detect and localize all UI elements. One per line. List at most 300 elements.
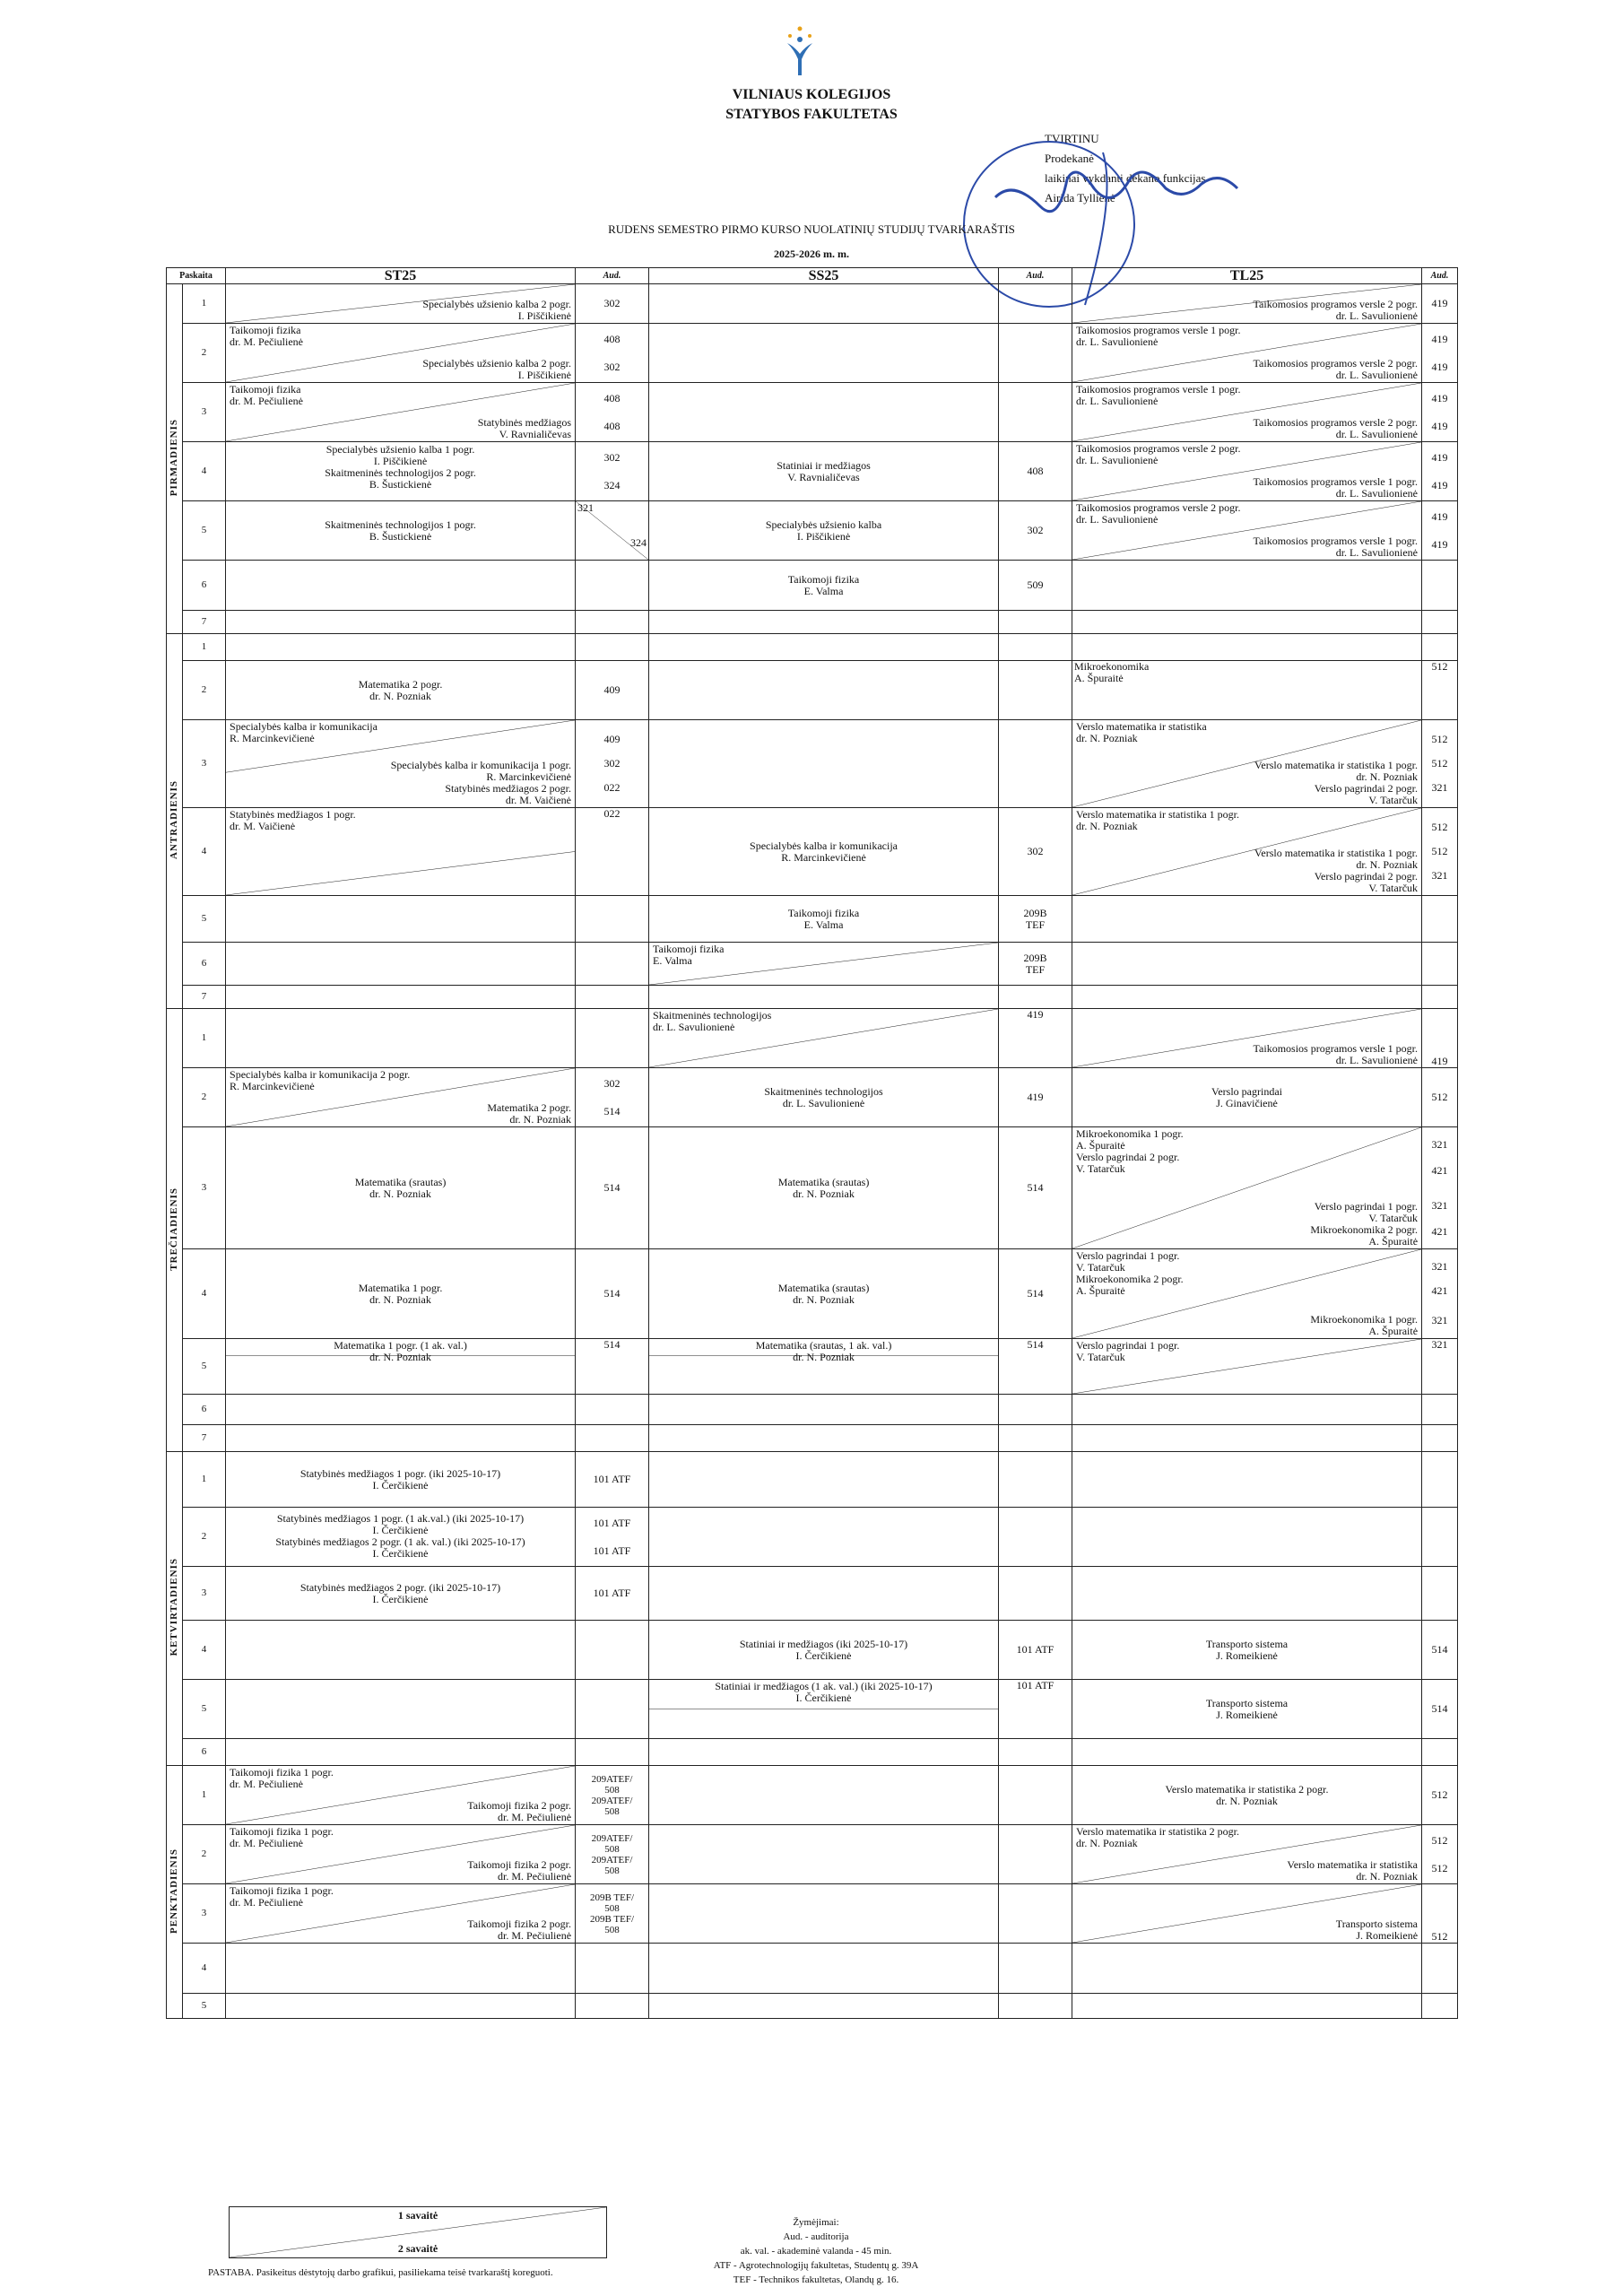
lesson-number: 3 — [183, 1884, 226, 1944]
lecturer: R. Marcinkevičienė — [781, 850, 866, 864]
lecturer: E. Valma — [653, 954, 692, 967]
lesson-number: 4 — [183, 442, 226, 501]
subject: Verslo pagrindai 2 pogr. — [1076, 1151, 1180, 1163]
subject: Specialybės užsienio kalba 2 pogr. — [422, 298, 572, 310]
lesson-cell — [1072, 1621, 1422, 1680]
subject: Verslo matematika ir statistika 1 pogr. — [1254, 759, 1419, 771]
lesson-cell — [649, 1249, 999, 1339]
lecturer: A. Špuraitė — [1368, 1325, 1419, 1337]
subject: Verslo pagrindai 1 pogr. — [1076, 1249, 1180, 1262]
lecturer: A. Špuraitė — [1076, 1284, 1125, 1297]
lesson-number: 1 — [183, 1009, 226, 1068]
room: 209B TEF — [999, 896, 1072, 943]
lesson-cell — [649, 896, 999, 943]
room: 512 512 321 — [1422, 720, 1458, 808]
lecturer: B. Šustickienė — [369, 529, 432, 543]
lecturer: dr. N. Pozniak — [369, 689, 431, 702]
subject: Verslo matematika ir statistika — [1076, 720, 1207, 733]
lecturer: dr. N. Pozniak — [369, 1187, 431, 1200]
room: 409 — [576, 661, 649, 720]
lesson-number: 4 — [183, 808, 226, 896]
subject: Mikroekonomika 2 pogr. — [1076, 1273, 1184, 1285]
lesson-number: 5 — [183, 1680, 226, 1739]
room: 101 ATF — [576, 1567, 649, 1621]
subject: Taikomosios programos versle 2 pogr. — [1253, 416, 1419, 429]
lecturer: dr. N. Pozniak — [793, 1187, 855, 1200]
subject: Statybinės medžiagos 2 pogr. (iki 2025-10-17) — [299, 1580, 501, 1594]
room: 101 ATF — [999, 1680, 1072, 1739]
col-aud: Aud. — [999, 268, 1072, 284]
lecturer: dr. N. Pozniak — [1076, 820, 1138, 832]
lesson-cell — [1072, 1068, 1422, 1127]
subject: Taikomosios programos versle 1 pogr. — [1253, 475, 1419, 488]
subject: Specialybės užsienio kalba 1 pogr. — [325, 443, 475, 456]
lesson-number: 6 — [183, 1739, 226, 1766]
room: 408 — [999, 442, 1072, 501]
room: 101 ATF 101 ATF — [576, 1508, 649, 1567]
room: 419 419 — [1422, 442, 1458, 501]
lesson-cell — [226, 284, 576, 324]
lesson-cell — [649, 442, 999, 501]
lesson-cell — [226, 501, 576, 561]
approval-line: Prodekanė — [1045, 152, 1094, 165]
lecturer: dr. M. Pečiulienė — [498, 1929, 572, 1942]
lesson-number: 5 — [183, 1339, 226, 1395]
room: 321 — [1422, 1339, 1458, 1395]
pastaba-note: PASTABA. Pasikeitus dėstytojų darbo grafikui, pasiliekama teisė tvarkaraštį koreguoti. — [208, 2267, 553, 2278]
room: 209ATEF/ 508 209ATEF/ 508 — [576, 1825, 649, 1884]
lesson-cell — [1072, 808, 1422, 896]
lecturer: dr. L. Savulionienė — [1076, 395, 1159, 407]
lesson-cell — [649, 1127, 999, 1249]
room: 419 419 — [1422, 324, 1458, 383]
subject: Taikomoji fizika 1 pogr. — [230, 1825, 334, 1838]
lesson-number: 2 — [183, 1508, 226, 1567]
lecturer: dr. N. Pozniak — [1216, 1794, 1278, 1807]
subject: Taikomoji fizika 1 pogr. — [230, 1884, 334, 1897]
note-line: Aud. - auditorija — [783, 2231, 849, 2242]
subject: Specialybės užsienio kalba 2 pogr. — [422, 357, 572, 370]
header-row — [167, 268, 1458, 284]
subject: Taikomosios programos versle 1 pogr. — [1076, 324, 1241, 336]
subject: Statybinės medžiagos 1 pogr. — [230, 808, 356, 821]
room: 209B TEF/ 508 209B TEF/ 508 — [576, 1884, 649, 1944]
lecturer: I. Čerčikienė — [372, 1524, 429, 1536]
lesson-number: 2 — [183, 661, 226, 720]
lecturer: I. Čerčikienė — [372, 1478, 429, 1492]
lesson-cell — [649, 1009, 999, 1068]
lecturer: dr. N. Pozniak — [1356, 1870, 1419, 1883]
col-aud: Aud. — [576, 268, 649, 284]
subject: Specialybės kalba ir komunikacija 2 pogr. — [230, 1068, 411, 1081]
subject: Matematika 2 pogr. — [358, 677, 443, 691]
lecturer: dr. L. Savulionienė — [1335, 546, 1419, 559]
room: 302 — [999, 501, 1072, 561]
lesson-cell — [226, 1339, 576, 1395]
lesson-cell — [226, 1068, 576, 1127]
lecturer: dr. N. Pozniak — [793, 1351, 855, 1363]
subject: Verslo pagrindai 2 pogr. — [1314, 782, 1419, 795]
lecturer: dr. M. Vaičienė — [230, 820, 296, 832]
subject: Verslo matematika ir statistika 1 pogr. — [1076, 808, 1239, 821]
subject: Taikomoji fizika — [787, 572, 860, 586]
subject: Taikomosios programos versle 2 pogr. — [1253, 298, 1419, 310]
lesson-cell — [226, 661, 576, 720]
lesson-cell — [226, 383, 576, 442]
subject: Statybinės medžiagos 2 pogr. — [445, 782, 572, 795]
lecturer: B. Šustickienė — [369, 478, 432, 491]
col-ss25: SS25 — [649, 268, 999, 284]
lecturer: J. Romeikienė — [1356, 1929, 1419, 1942]
lesson-number: 1 — [183, 1452, 226, 1508]
room: 514 — [576, 1127, 649, 1249]
lesson-cell — [1072, 324, 1422, 383]
schedule-table — [166, 267, 1458, 2019]
lecturer: I. Čerčikienė — [372, 1547, 429, 1560]
room: 302 — [999, 808, 1072, 896]
room: 512 — [1422, 1068, 1458, 1127]
approval-line: TVIRTINU — [1045, 132, 1099, 145]
lecturer: dr. M. Pečiulienė — [498, 1811, 572, 1823]
room: 302 514 — [576, 1068, 649, 1127]
lecturer: dr. L. Savulionienė — [1335, 309, 1419, 322]
col-st25: ST25 — [226, 268, 576, 284]
lesson-number: 2 — [183, 1825, 226, 1884]
subject: Taikomoji fizika — [787, 906, 860, 919]
lecturer: V. Tatarčuk — [1368, 794, 1419, 806]
subject: Taikomoji fizika 2 pogr. — [467, 1858, 572, 1871]
week-1-label: 1 savaitė — [397, 2209, 438, 2222]
academic-year: 2025-2026 m. m. — [774, 248, 849, 260]
subject: Statiniai ir medžiagos (1 ak. val.) (iki 2025-10-17) — [715, 1680, 933, 1692]
subject: Statybinės medžiagos 1 pogr. (1 ak.val.) (iki 2025-10-17) — [276, 1512, 525, 1525]
subject: Taikomoji fizika 2 pogr. — [467, 1918, 572, 1930]
lecturer: V. Tatarčuk — [1368, 882, 1419, 894]
room: 509 — [999, 561, 1072, 611]
room: 321 421 321 421 — [1422, 1127, 1458, 1249]
lecturer: dr. M. Pečiulienė — [498, 1870, 572, 1883]
lesson-cell — [1072, 1009, 1422, 1068]
lesson-cell — [649, 1339, 999, 1395]
lecturer: dr. N. Pozniak — [369, 1351, 431, 1363]
subject: Taikomosios programos versle 2 pogr. — [1076, 442, 1241, 455]
lesson-cell — [1072, 1825, 1422, 1884]
room: 514 — [999, 1249, 1072, 1339]
lesson-cell — [1072, 383, 1422, 442]
lecturer: dr. N. Pozniak — [369, 1292, 431, 1306]
lesson-cell — [649, 1068, 999, 1127]
lecturer: dr. M. Pečiulienė — [230, 395, 303, 407]
subject: Specialybės kalba ir komunikacija — [230, 720, 378, 733]
subject: Taikomoji fizika 2 pogr. — [467, 1799, 572, 1812]
col-aud: Aud. — [1422, 268, 1458, 284]
room: 302 — [576, 284, 649, 324]
lesson-number: 2 — [183, 1068, 226, 1127]
lecturer: V. Tatarčuk — [1076, 1351, 1125, 1363]
lesson-cell — [226, 324, 576, 383]
room: 209ATEF/ 508 209ATEF/ 508 — [576, 1766, 649, 1825]
subject: Specialybės kalba ir komunikacija 1 pogr. — [390, 759, 572, 771]
lecturer: I. Piščikienė — [373, 455, 428, 467]
lesson-number: 4 — [183, 1944, 226, 1994]
lecturer: dr. N. Pozniak — [1076, 1837, 1138, 1849]
subject: Verslo matematika ir statistika 2 pogr. — [1076, 1825, 1239, 1838]
room: 514 — [576, 1339, 649, 1395]
lesson-cell — [1072, 1680, 1422, 1739]
lesson-number: 3 — [183, 720, 226, 808]
lesson-cell — [226, 1766, 576, 1825]
subject: Taikomoji fizika 1 pogr. — [230, 1766, 334, 1779]
lecturer: I. Piščikienė — [517, 369, 572, 381]
subject: Taikomosios programos versle 2 pogr. — [1076, 501, 1241, 514]
lesson-number: 6 — [183, 561, 226, 611]
lesson-number: 1 — [183, 1766, 226, 1825]
subject: Transporto sistema — [1205, 1696, 1289, 1709]
lecturer: V. Tatarčuk — [1076, 1162, 1125, 1175]
lesson-cell — [1072, 720, 1422, 808]
room: 512 — [1422, 1884, 1458, 1944]
room: 514 — [1422, 1621, 1458, 1680]
subject: Mikroekonomika 2 pogr. — [1310, 1223, 1419, 1236]
lecturer: V. Ravnialičevas — [499, 428, 572, 440]
subject: Skaitmeninės technologijos — [764, 1084, 883, 1098]
lecturer: V. Ravnialičevas — [787, 470, 860, 483]
lesson-cell — [226, 1567, 576, 1621]
lecturer: dr. L. Savulionienė — [1335, 369, 1419, 381]
lesson-number: 2 — [183, 324, 226, 383]
subject: Statiniai ir medžiagos (iki 2025-10-17) — [739, 1637, 908, 1650]
lesson-cell — [226, 1508, 576, 1567]
lesson-number: 1 — [183, 284, 226, 324]
lecturer: dr. L. Savulionienė — [1335, 487, 1419, 500]
approval-line: laikinai vykdanti dekano funkcijas — [1045, 171, 1206, 185]
lecturer: dr. L. Savulionienė — [1076, 454, 1159, 466]
room: 512 512 — [1422, 1825, 1458, 1884]
lecturer: dr. N. Pozniak — [1356, 770, 1419, 783]
subject: Matematika (srautas, 1 ak. val.) — [755, 1339, 892, 1352]
lesson-cell — [649, 561, 999, 611]
college-logo-icon — [782, 23, 818, 79]
subject: Matematika (srautas) — [777, 1281, 870, 1294]
subject: Taikomoji fizika — [230, 324, 301, 336]
subject: Matematika 1 pogr. — [358, 1281, 443, 1294]
schedule-title: RUDENS SEMESTRO PIRMO KURSO NUOLATINIŲ STUDIJŲ TVARKARAŠTIS — [608, 222, 1015, 236]
room: 408 408 — [576, 383, 649, 442]
lecturer: dr. M. Pečiulienė — [230, 1837, 303, 1849]
subject: Statybinės medžiagos 1 pogr. (iki 2025-10-17) — [299, 1466, 501, 1480]
subject: Transporto sistema — [1205, 1637, 1289, 1650]
lecturer: E. Valma — [803, 584, 844, 597]
room: 419 — [1422, 1009, 1458, 1068]
subject: Verslo pagrindai 1 pogr. — [1076, 1339, 1180, 1352]
lesson-cell — [1072, 1884, 1422, 1944]
subject: Skaitmeninės technologijos 1 pogr. — [325, 517, 476, 531]
lesson-cell — [649, 1680, 999, 1739]
room: 419 419 — [1422, 501, 1458, 561]
lesson-cell — [649, 943, 999, 986]
room: 512 — [1422, 661, 1458, 720]
lesson-number: 3 — [183, 1127, 226, 1249]
subject: Skaitmeninės technologijos 2 pogr. — [325, 466, 476, 479]
room: 209B TEF — [999, 943, 1072, 986]
week-2-label: 2 savaitė — [397, 2242, 438, 2255]
room: 101 ATF — [576, 1452, 649, 1508]
lecturer: dr. L. Savulionienė — [653, 1021, 735, 1033]
subject: Mikroekonomika — [1074, 660, 1150, 673]
lesson-cell — [226, 1249, 576, 1339]
lecturer: A. Špuraitė — [1074, 672, 1124, 684]
day-thursday: KETVIRTADIENIS — [167, 1452, 183, 1766]
lecturer: dr. M. Pečiulienė — [230, 1778, 303, 1790]
lecturer: J. Romeikienė — [1216, 1648, 1278, 1662]
lesson-cell — [1072, 1339, 1422, 1395]
subject: Taikomoji fizika — [653, 943, 725, 955]
lesson-number: 4 — [183, 1249, 226, 1339]
room: 419 — [1422, 284, 1458, 324]
subject: Transporto sistema — [1335, 1918, 1419, 1930]
lesson-cell — [1072, 284, 1422, 324]
lesson-cell — [1072, 1766, 1422, 1825]
subject: Mikroekonomika 1 pogr. — [1076, 1127, 1184, 1140]
lecturer: I. Čerčikienė — [795, 1648, 852, 1662]
room: 514 — [999, 1127, 1072, 1249]
note-line: ATF - Agrotechnologijų fakultetas, Studentų g. 39A — [713, 2260, 919, 2271]
lesson-number: 6 — [183, 1395, 226, 1425]
room: 419 419 — [1422, 383, 1458, 442]
subject: Statybinės medžiagos 2 pogr. (1 ak. val.) (iki 2025-10-17) — [275, 1535, 525, 1548]
subject: Statybinės medžiagos — [477, 416, 572, 429]
approval-line: Airida Tyllienė — [1045, 191, 1115, 204]
col-tl25: TL25 — [1072, 268, 1422, 284]
lesson-cell — [226, 1884, 576, 1944]
lecturer: dr. L. Savulionienė — [1076, 335, 1159, 348]
room: 321 324 — [576, 501, 649, 561]
day-wednesday: TREČIADIENIS — [167, 1009, 183, 1452]
note-line: Žymėjimai: — [793, 2217, 839, 2228]
lesson-number: 5 — [183, 1994, 226, 2019]
lecturer: I. Čerčikienė — [795, 1692, 852, 1704]
room: 514 — [999, 1339, 1072, 1395]
room: 512 — [1422, 1766, 1458, 1825]
room: 409 302 022 — [576, 720, 649, 808]
subject: Taikomosios programos versle 1 pogr. — [1076, 383, 1241, 396]
lesson-cell — [1072, 1249, 1422, 1339]
lecturer: dr. L. Savulionienė — [1335, 428, 1419, 440]
subject: Statiniai ir medžiagos — [777, 458, 871, 472]
lecturer: dr. N. Pozniak — [509, 1113, 572, 1126]
note-line: TEF - Technikos fakultetas, Olandų g. 16. — [733, 2274, 899, 2285]
day-tuesday: ANTRADIENIS — [167, 634, 183, 1009]
lesson-number: 7 — [183, 986, 226, 1009]
subject: Verslo pagrindai 2 pogr. — [1314, 870, 1419, 883]
faculty-name: STATYBOS FAKULTETAS — [725, 107, 898, 122]
subject: Taikomosios programos versle 1 pogr. — [1253, 535, 1419, 547]
subject: Verslo matematika ir statistika 1 pogr. — [1254, 847, 1419, 859]
room: 101 ATF — [999, 1621, 1072, 1680]
subject: Matematika 2 pogr. — [487, 1101, 572, 1114]
lecturer: V. Tatarčuk — [1076, 1261, 1125, 1274]
subject: Verslo pagrindai 1 pogr. — [1314, 1200, 1419, 1213]
lesson-number: 4 — [183, 1621, 226, 1680]
room: 302 324 — [576, 442, 649, 501]
lecturer: dr. L. Savulionienė — [782, 1096, 865, 1109]
subject: Taikomosios programos versle 1 pogr. — [1253, 1042, 1419, 1055]
room: 408 302 — [576, 324, 649, 383]
lesson-number: 7 — [183, 1425, 226, 1452]
subject: Verslo pagrindai — [1211, 1084, 1282, 1098]
lecturer: R. Marcinkevičienė — [230, 732, 315, 744]
note-line: ak. val. - akademinė valanda - 45 min. — [740, 2246, 892, 2257]
lesson-cell — [1072, 661, 1422, 720]
lecturer: J. Ginavičienė — [1216, 1096, 1278, 1109]
room: 512 512 321 — [1422, 808, 1458, 896]
lesson-cell — [1072, 1127, 1422, 1249]
lesson-cell — [649, 808, 999, 896]
day-friday: PENKTADIENIS — [167, 1766, 183, 2019]
lecturer: dr. L. Savulionienė — [1076, 513, 1159, 526]
col-paskaita: Paskaita — [167, 268, 226, 284]
room: 419 — [999, 1068, 1072, 1127]
room: 321 421 321 — [1422, 1249, 1458, 1339]
subject: Matematika (srautas) — [777, 1175, 870, 1188]
lesson-cell — [226, 1825, 576, 1884]
institution-name: VILNIAUS KOLEGIJOS — [732, 87, 891, 102]
lecturer: I. Piščikienė — [796, 529, 851, 543]
lecturer: R. Marcinkevičienė — [230, 1080, 315, 1092]
lesson-number: 6 — [183, 943, 226, 986]
lesson-number: 5 — [183, 501, 226, 561]
week-legend — [229, 2206, 607, 2258]
lesson-cell — [226, 1127, 576, 1249]
lesson-cell — [226, 1452, 576, 1508]
lecturer: I. Čerčikienė — [372, 1592, 429, 1605]
lesson-number: 7 — [183, 611, 226, 634]
lesson-number: 3 — [183, 383, 226, 442]
lesson-cell — [226, 808, 576, 896]
lecturer: V. Tatarčuk — [1368, 1212, 1419, 1224]
lecturer: dr. N. Pozniak — [793, 1292, 855, 1306]
subject: Verslo matematika ir statistika 2 pogr. — [1165, 1782, 1329, 1796]
lesson-number: 3 — [183, 1567, 226, 1621]
subject: Taikomoji fizika — [230, 383, 301, 396]
lesson-cell — [649, 1621, 999, 1680]
room: 514 — [576, 1249, 649, 1339]
subject: Mikroekonomika 1 pogr. — [1310, 1313, 1419, 1326]
subject: Verslo matematika ir statistika — [1287, 1858, 1419, 1871]
lesson-number: 1 — [183, 634, 226, 661]
lecturer: I. Piščikienė — [517, 309, 572, 322]
lecturer: dr. M. Pečiulienė — [230, 1896, 303, 1909]
lecturer: dr. N. Pozniak — [1076, 732, 1138, 744]
lecturer: E. Valma — [803, 918, 844, 931]
lecturer: dr. N. Pozniak — [1356, 858, 1419, 871]
notes-block — [681, 2215, 950, 2287]
subject: Taikomosios programos versle 2 pogr. — [1253, 357, 1419, 370]
lesson-cell — [226, 720, 576, 808]
lecturer: A. Špuraitė — [1368, 1235, 1419, 1248]
subject: Specialybės užsienio kalba — [765, 517, 882, 531]
lecturer: dr. M. Pečiulienė — [230, 335, 303, 348]
lecturer: dr. L. Savulionienė — [1335, 1054, 1419, 1066]
lecturer: R. Marcinkevičienė — [486, 770, 572, 783]
subject: Matematika 1 pogr. (1 ak. val.) — [334, 1339, 467, 1352]
subject: Matematika (srautas) — [354, 1175, 447, 1188]
lecturer: A. Špuraitė — [1076, 1139, 1125, 1152]
subject: Skaitmeninės technologijos — [653, 1009, 772, 1022]
lesson-cell — [1072, 442, 1422, 501]
lesson-cell — [1072, 501, 1422, 561]
lesson-cell — [226, 442, 576, 501]
